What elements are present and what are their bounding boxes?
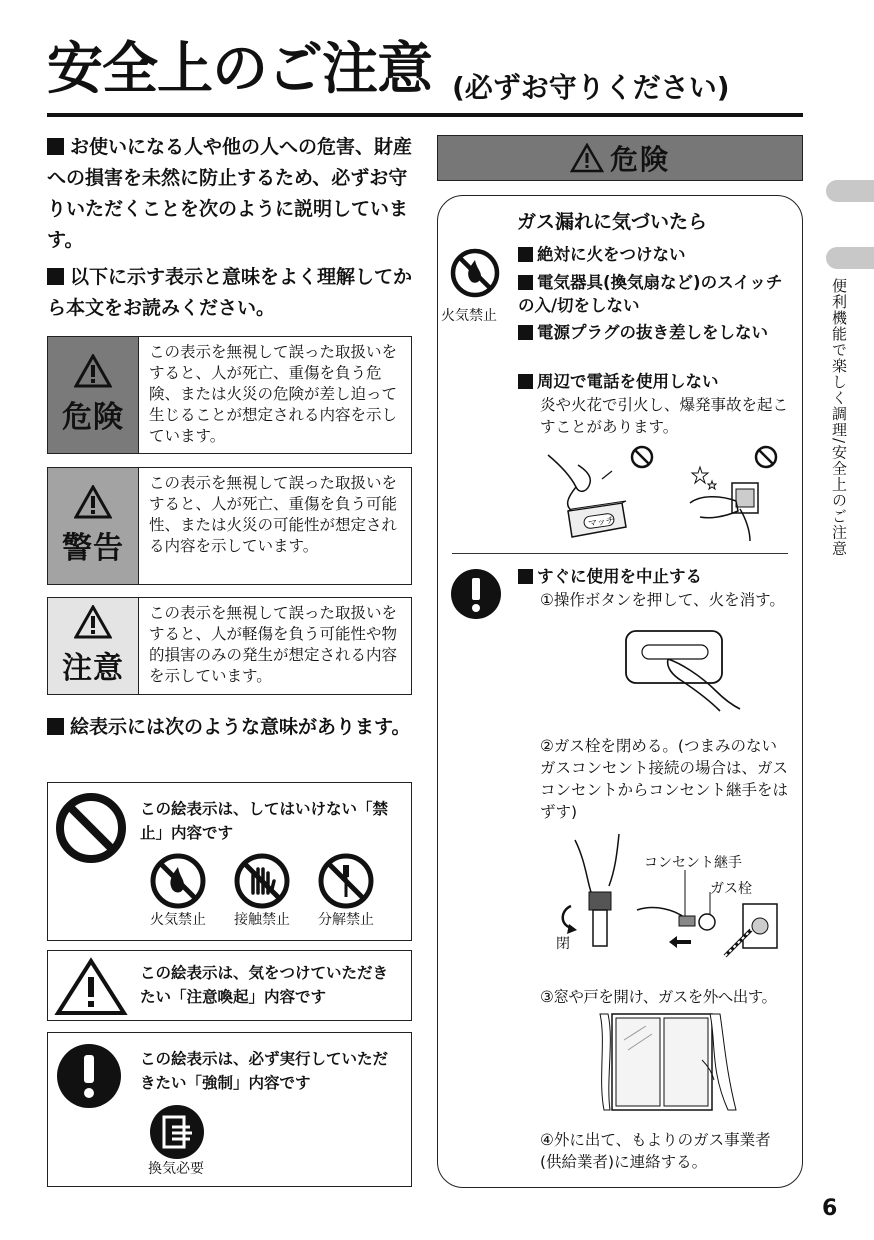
pictograph-box-prohibit: [47, 782, 412, 941]
danger-header: [437, 135, 803, 181]
mandatory-icon: [54, 1041, 124, 1111]
step-4: ④外に出て、もよりのガス事業者(供給業者)に連絡する。: [540, 1131, 771, 1171]
caution-text: この絵表示は、気をつけていただきたい「注意喚起」内容です: [140, 964, 389, 1006]
step-1: ①操作ボタンを押して、火を消す。: [540, 591, 785, 609]
intro-paragraph-1: [47, 132, 419, 256]
caution-triangle-icon: [54, 957, 128, 1017]
danger-item-1-text: 絶対に火をつけない: [537, 245, 686, 264]
danger-item-2: [518, 271, 790, 317]
signal-label-caution: [48, 598, 139, 694]
gas-valve-label: ガス栓: [710, 881, 752, 897]
page-number: 6: [822, 1196, 838, 1221]
warning-triangle-icon: [74, 485, 112, 519]
match-and-plug-illustration: [540, 445, 790, 545]
chapter-tab-1[interactable]: [826, 180, 874, 202]
matches-label: マッチ: [587, 515, 616, 530]
bullet-square-icon: [47, 268, 64, 285]
mandatory-text: この絵表示は、必ず実行していただきたい「強制」内容です: [140, 1050, 389, 1092]
no-fire-caption: 火気禁止: [441, 308, 497, 324]
signal-desc-caution: この表示を無視して誤った取扱いをすると、人が軽傷を負う可能性や物的損害のみの発生が想定される内容を示しています。: [149, 604, 398, 685]
warning-triangle-icon: [74, 605, 112, 639]
warning-triangle-icon: [74, 354, 112, 388]
no-fire-icon: [450, 248, 500, 298]
title-rule: [47, 113, 803, 117]
page-title: 安全上のご注意: [47, 37, 432, 102]
signal-word-caution: 注意: [62, 651, 124, 686]
bullet-square-icon: [518, 247, 533, 262]
caption-no-touch: 接触禁止: [234, 912, 290, 928]
pictograph-box-caution: [47, 950, 412, 1021]
no-disassembly-icon: [318, 853, 374, 909]
warning-triangle-icon: [570, 143, 604, 173]
prohibition-icon: [54, 791, 128, 865]
danger-item-1: [518, 243, 788, 266]
page-subtitle: (必ずお守りください): [452, 71, 730, 104]
caption-no-fire: 火気禁止: [150, 912, 206, 928]
gas-leak-title: ガス漏れに気づいたら: [517, 211, 708, 233]
pictograph-box-mandatory: [47, 1032, 412, 1187]
window-illustration: [590, 1010, 750, 1115]
signal-label-warning: [48, 468, 139, 584]
ventilation-icon: [148, 1103, 206, 1161]
signal-box-warning: [47, 467, 412, 585]
signal-word-warning: 警告: [62, 531, 124, 566]
bullet-square-icon: [518, 569, 533, 584]
intro-text-1: お使いになる人や他の人への危害、財産への損害を未然に防止するため、必ずお守りいただくことを次のように説明しています。: [47, 136, 413, 251]
danger-item-4: [518, 370, 790, 393]
caption-no-disassembly: 分解禁止: [318, 912, 374, 928]
intro-paragraph-2: [47, 262, 419, 324]
no-touch-icon: [234, 853, 290, 909]
danger-item-2-text: 電気器具(換気扇など)のスイッチの入/切をしない: [518, 273, 783, 315]
mandatory-icon: [450, 568, 502, 620]
signal-box-caution: [47, 597, 412, 695]
step-2: ②ガス栓を閉める。(つまみのないガスコンセント接続の場合は、ガスコンセントからコンセント継手をはずす): [540, 737, 789, 821]
danger-item-3: [518, 321, 790, 344]
bullet-square-icon: [518, 275, 533, 290]
stop-use-title-text: すぐに使用を中止する: [537, 567, 702, 586]
pictograph-intro-text: 絵表示には次のような意味があります。: [70, 716, 411, 738]
chapter-tab-2[interactable]: [826, 247, 874, 269]
valve-close-label: 閉: [556, 936, 570, 952]
bullet-square-icon: [47, 138, 64, 155]
danger-item-note: 炎や火花で引火し、爆発事故を起こすことがあります。: [540, 396, 789, 436]
signal-box-danger: [47, 336, 412, 454]
danger-item-4-text: 周辺で電話を使用しない: [537, 372, 719, 391]
danger-item-3-text: 電源プラグの抜き差しをしない: [537, 323, 768, 342]
bullet-square-icon: [518, 374, 533, 389]
prohibit-text: この絵表示は、してはいけない「禁止」内容です: [140, 800, 389, 842]
signal-desc-warning: この表示を無視して誤った取扱いをすると、人が死亡、重傷を負う可能性、または火災の可能性が想定される内容を示しています。: [149, 474, 398, 555]
section-divider: [452, 553, 788, 554]
stop-use-title: [518, 565, 788, 588]
button-press-illustration: [620, 625, 750, 715]
caption-ventilation: 換気必要: [148, 1161, 204, 1177]
signal-label-danger: [48, 337, 139, 453]
bullet-square-icon: [518, 325, 533, 340]
signal-desc-danger: この表示を無視して誤った取扱いをすると、人が死亡、重傷を負う危険、または火災の危険が差し迫って生じることが想定される内容を示しています。: [149, 343, 398, 445]
danger-header-label: 危険: [609, 143, 670, 176]
step-3: ③窓や戸を開け、ガスを外へ出す。: [540, 988, 777, 1006]
intro-text-2: 以下に示す表示と意味をよく理解してから本文をお読みください。: [47, 266, 413, 319]
chapter-tab-label: 便利機能で楽しく調理/安全上のご注意: [830, 278, 848, 557]
pictograph-intro: [47, 712, 419, 743]
bullet-square-icon: [47, 718, 64, 735]
signal-word-danger: 危険: [62, 400, 124, 435]
coupler-label: コンセント継手: [644, 855, 742, 871]
no-fire-icon: [150, 853, 206, 909]
